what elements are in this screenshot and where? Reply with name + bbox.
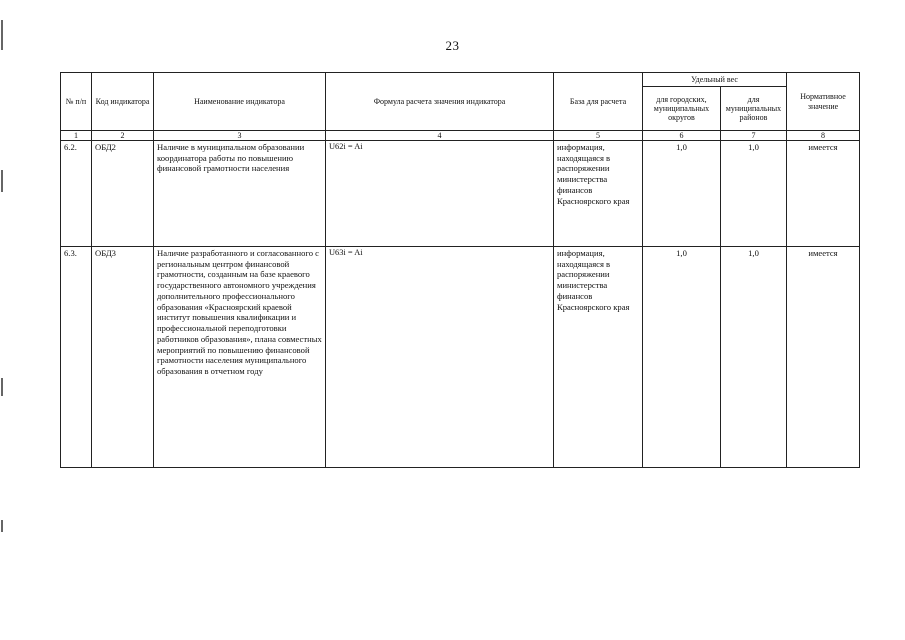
row-num: 6.2. [61,141,92,247]
scan-artifact [1,170,3,192]
scan-artifact [1,20,3,50]
column-numbers-row [61,131,860,141]
column-number: 6 [643,131,721,141]
column-number: 1 [61,131,92,141]
header-num: № п/п [61,73,92,131]
header-normative: Нормативное значение [787,73,860,131]
row-formula: U62i = Ai [326,141,554,247]
row-base: информация, находящаяся в распоряжении министерства финансов Красноярского края [554,141,643,247]
header-weight-group: Удельный вес [643,73,787,87]
table-row [61,247,860,468]
row-weight-city: 1,0 [643,247,721,468]
column-number: 5 [554,131,643,141]
column-number: 8 [787,131,860,141]
column-number: 4 [326,131,554,141]
header-weight-district: для муниципальных районов [721,87,787,131]
column-number: 7 [721,131,787,141]
header-code: Код индикатора [92,73,154,131]
row-code: ОБД3 [92,247,154,468]
column-number: 2 [92,131,154,141]
header-base: База для расчета [554,73,643,131]
row-weight-city: 1,0 [643,141,721,247]
row-weight-district: 1,0 [721,247,787,468]
indicator-table [60,72,860,468]
header-name: Наименование индикатора [154,73,326,131]
row-normative: имеется [787,141,860,247]
row-formula: U63i = Ai [326,247,554,468]
row-weight-district: 1,0 [721,141,787,247]
header-formula: Формула расчета значения индикатора [326,73,554,131]
row-code: ОБД2 [92,141,154,247]
header-weight-city: для городских, муниципальных округов [643,87,721,131]
scan-artifact [1,520,3,532]
row-normative: имеется [787,247,860,468]
column-number: 3 [154,131,326,141]
page-number: 23 [445,38,460,53]
row-name: Наличие разработанного и согласованного с региональным центром финансовой грамотности, созданным на базе краевого государственного автономного учреждения дополнительного профессионального образования «Красноярский краевой институт повышения квалификации и профессиональной переподготовки работников образования», плана совместных мероприятий по повышению финансовой грамотности населения муниципального образования в отчетном году [154,247,326,468]
row-num: 6.3. [61,247,92,468]
table-row [61,141,860,247]
scan-artifact [1,378,3,396]
row-base: информация, находящаяся в распоряжении министерства финансов Красноярского края [554,247,643,468]
row-name: Наличие в муниципальном образовании координатора работы по повышению финансовой грамотности населения [154,141,326,247]
